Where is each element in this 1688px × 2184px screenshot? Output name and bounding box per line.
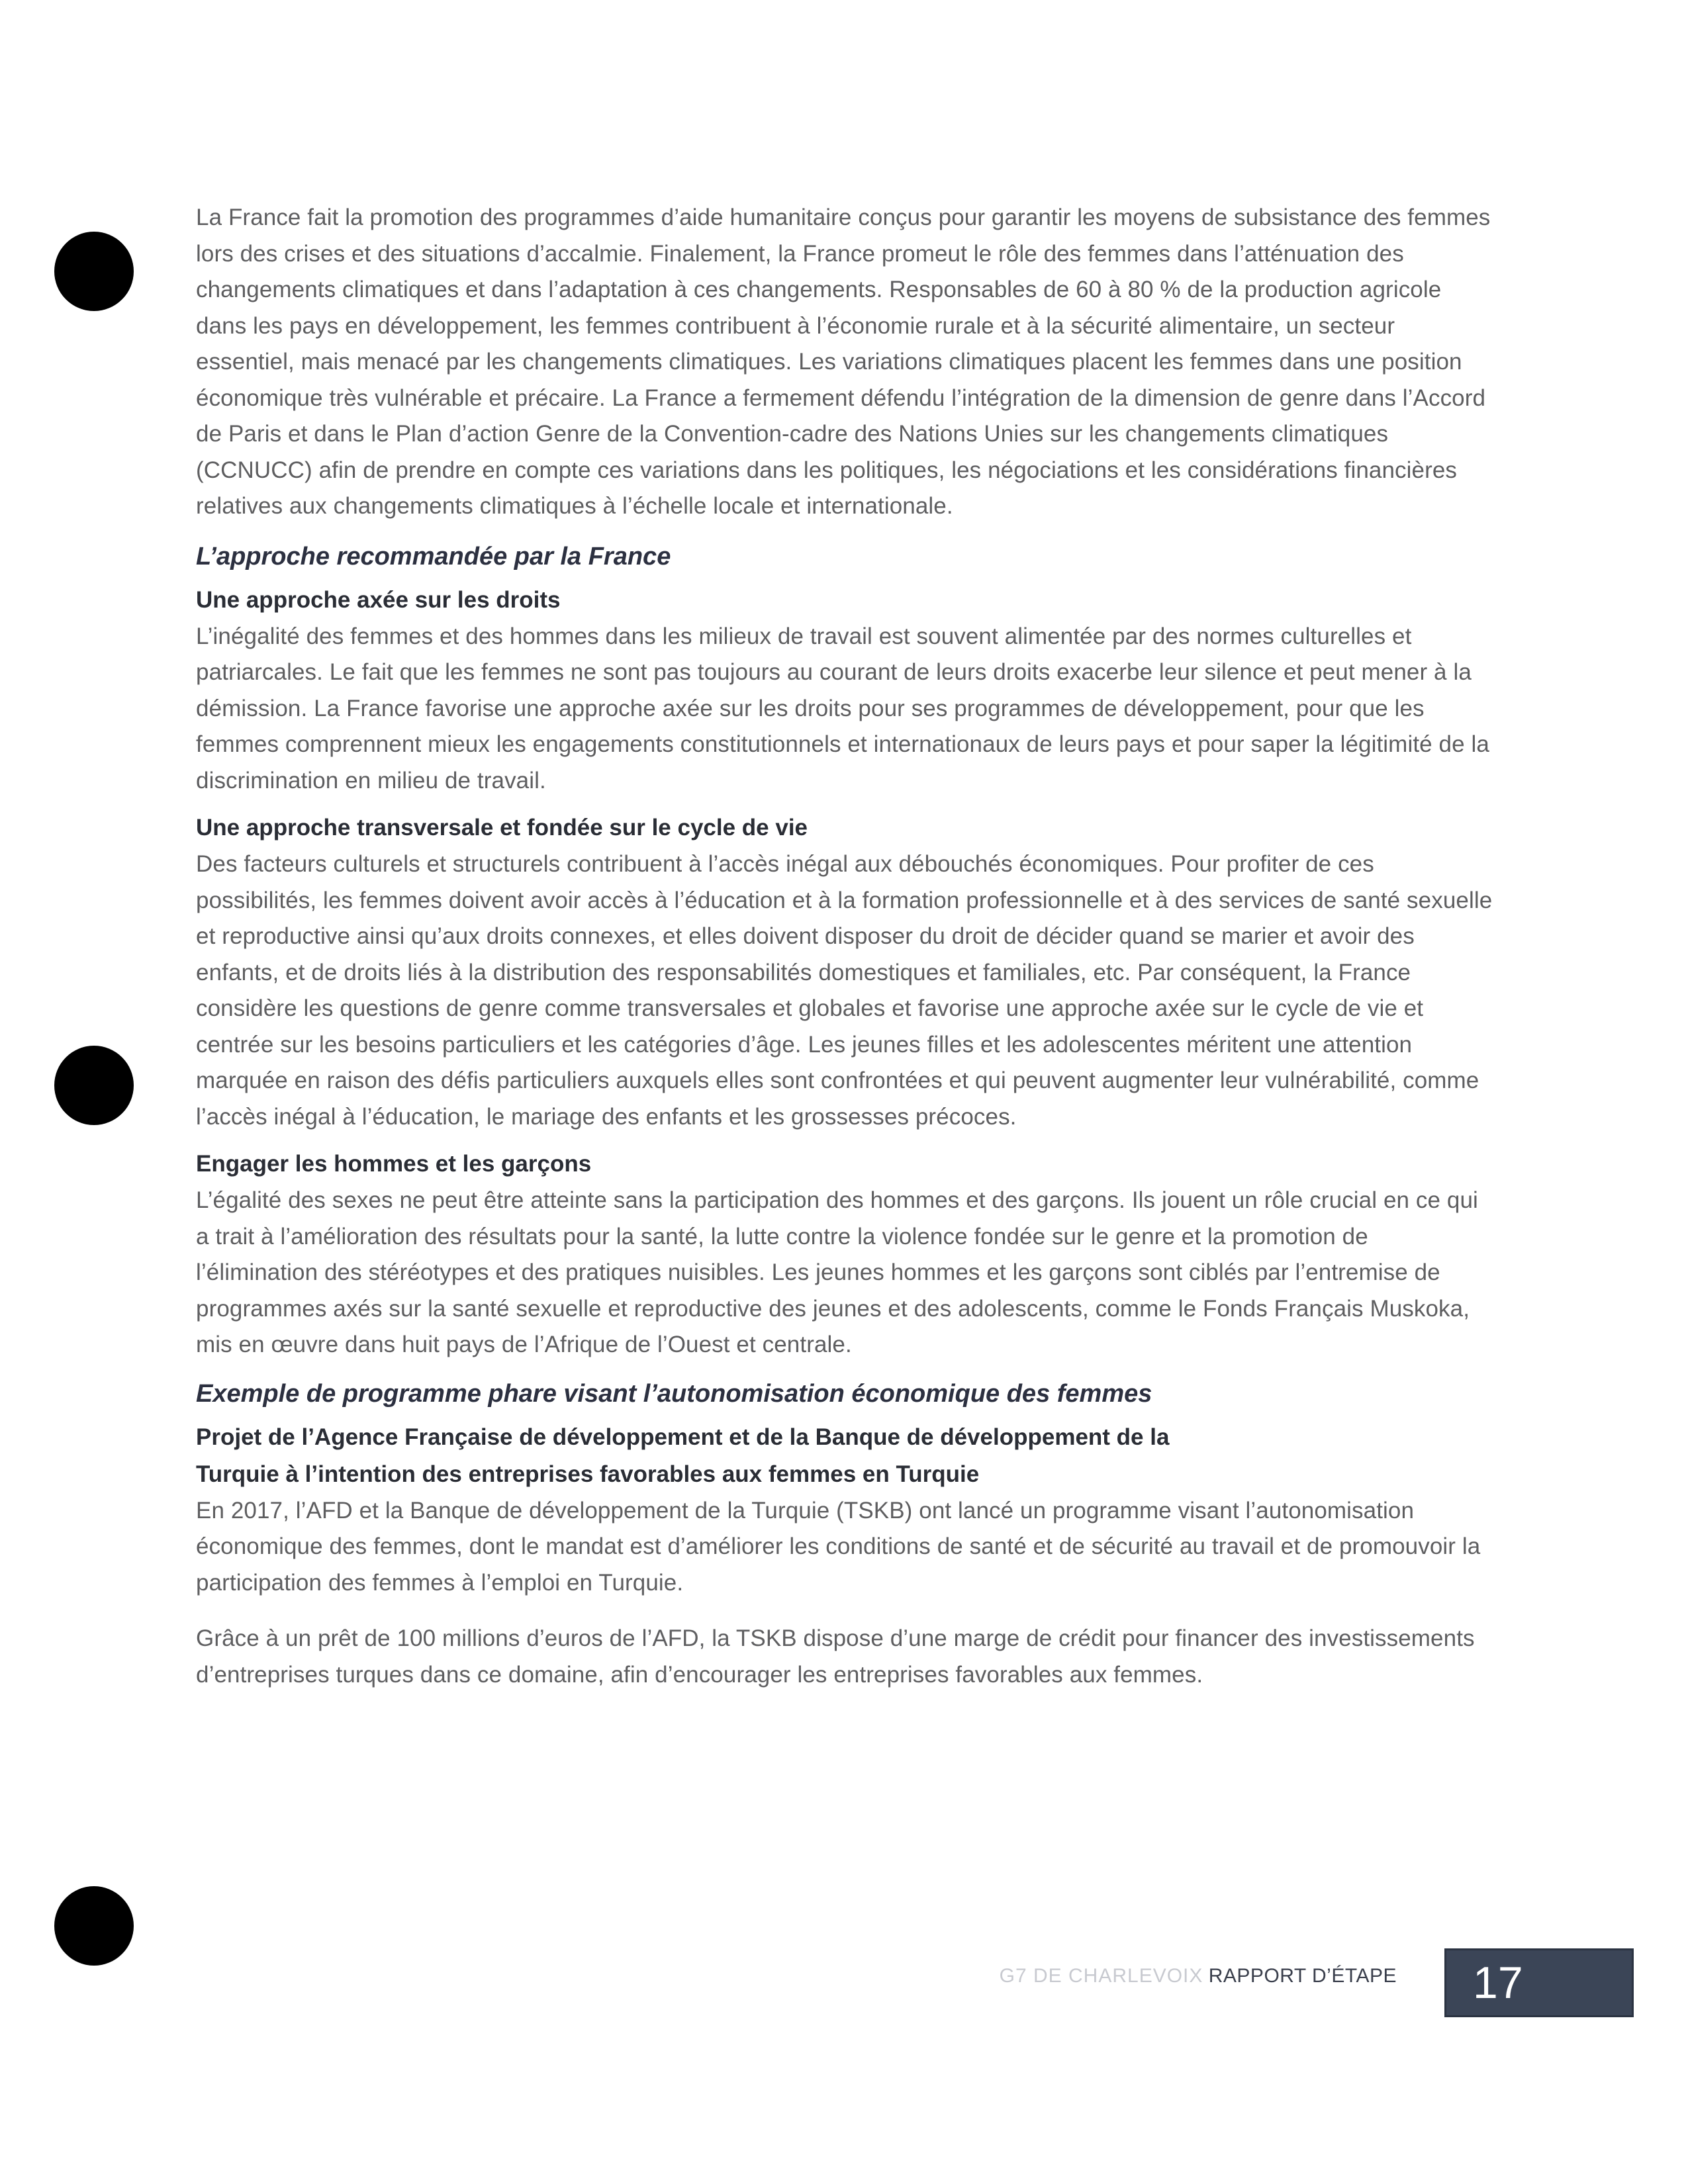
page-number: 17	[1444, 1948, 1634, 2017]
footer-report-title: RAPPORT D’ÉTAPE	[1208, 1965, 1397, 1987]
subheading-lifecycle: Une approche transversale et fondée sur le cycle de vie	[196, 815, 808, 841]
subheading-men-boys: Engager les hommes et les garçons	[196, 1151, 592, 1177]
footer-label	[1000, 1963, 1397, 1989]
intro-paragraph: La France fait la promotion des programmes d’aide humanitaire conçus pour garantir les moyens de subsistance des femmes lors des crises et des situations d’accalmie. Finalement, la France promeut le rôle des femmes dans l’atténuation des changements climatiques et dans l’adaptation à ces changements. Responsables de 60 à 80 % de la production agricole dans les pays en développement, les femmes contribuent à l’économie rurale et à la sécurité alimentaire, un secteur essentiel, mais menacé par les changements climatiques. Les variations climatiques placent les femmes dans une position économique très vulnérable et précaire. La France a fermement défendu l’intégration de la dimension de genre dans l’Accord de Paris et dans le Plan d’action Genre de la Convention-cadre des Nations Unies sur les changements climatiques (CCNUCC) afin de prendre en compte ces variations dans les politiques, les négociations et les considérations financières relatives aux changements climatiques à l’échelle locale et internationale.	[196, 205, 1491, 519]
footer-event-name: G7 DE CHARLEVOIX	[999, 1965, 1203, 1987]
project-paragraph: En 2017, l’AFD et la Banque de développement de la Turquie (TSKB) ont lancé un programme visant l’autonomisation économique des femmes, dont le mandat est d’améliorer les conditions de santé et de sécurité au travail et de promouvoir la participation des femmes à l’emploi en Turquie.	[196, 1497, 1481, 1596]
section-title-example: Exemple de programme phare visant l’autonomisation économique des femmes	[196, 1379, 1152, 1408]
page-body	[196, 200, 1493, 1693]
punch-hole	[54, 1046, 134, 1125]
punch-hole	[54, 1886, 134, 1966]
section-title-approach: L’approche recommandée par la France	[196, 542, 671, 570]
punch-hole	[54, 232, 134, 311]
rights-paragraph: L’inégalité des femmes et des hommes dans les milieux de travail est souvent alimentée par des normes culturelles et patriarcales. Le fait que les femmes ne sont pas toujours au courant de leurs droits exacerbe leur silence et peut mener à la démission. La France favorise une approche axée sur les droits pour ses programmes de développement, pour que les femmes comprennent mieux les engagements constitutionnels et internationaux de leurs pays et pour saper la légitimité de la discrimination en milieu de travail.	[196, 623, 1489, 794]
subheading-project: Projet de l’Agence Française de développement et de la Banque de développement de la Turquie à l’intention des entreprises favorables aux femmes en Turquie	[196, 1424, 1170, 1487]
men-boys-paragraph: L’égalité des sexes ne peut être atteinte sans la participation des hommes et des garçons. Ils jouent un rôle crucial en ce qui a trait à l’amélioration des résultats pour la santé, la lutte contre la violence fondée sur le genre et la promotion de l’élimination des stéréotypes et des pratiques nuisibles. Les jeunes hommes et les garçons sont ciblés par l’entremise de programmes axés sur la santé sexuelle et reproductive des jeunes et des adolescents, comme le Fonds Français Muskoka, mis en œuvre dans huit pays de l’Afrique de l’Ouest et centrale.	[196, 1187, 1478, 1357]
lifecycle-paragraph: Des facteurs culturels et structurels contribuent à l’accès inégal aux débouchés économiques. Pour profiter de ces possibilités, les femmes doivent avoir accès à l’éducation et à la formation professionnelle et à des services de santé sexuelle et reproductive ainsi qu’aux droits connexes, et elles doivent disposer du droit de décider quand se marier et avoir des enfants, et de droits liés à la distribution des responsabilités domestiques et familiales, etc. Par conséquent, la France considère les questions de genre comme transversales et globales et favorise une approche axée sur le cycle de vie et centrée sur les besoins particuliers et les catégories d’âge. Les jeunes filles et les adolescentes méritent une attention marquée en raison des défis particuliers auxquels elles sont confrontées et qui peuvent augmenter leur vulnérabilité, comme l’accès inégal à l’éducation, le mariage des enfants et les grossesses précoces.	[196, 851, 1493, 1130]
loan-paragraph: Grâce à un prêt de 100 millions d’euros de l’AFD, la TSKB dispose d’une marge de crédit pour financer des investissements d’entreprises turques dans ce domaine, afin d’encourager les entreprises favorables aux femmes.	[196, 1625, 1475, 1688]
subheading-rights: Une approche axée sur les droits	[196, 586, 561, 613]
